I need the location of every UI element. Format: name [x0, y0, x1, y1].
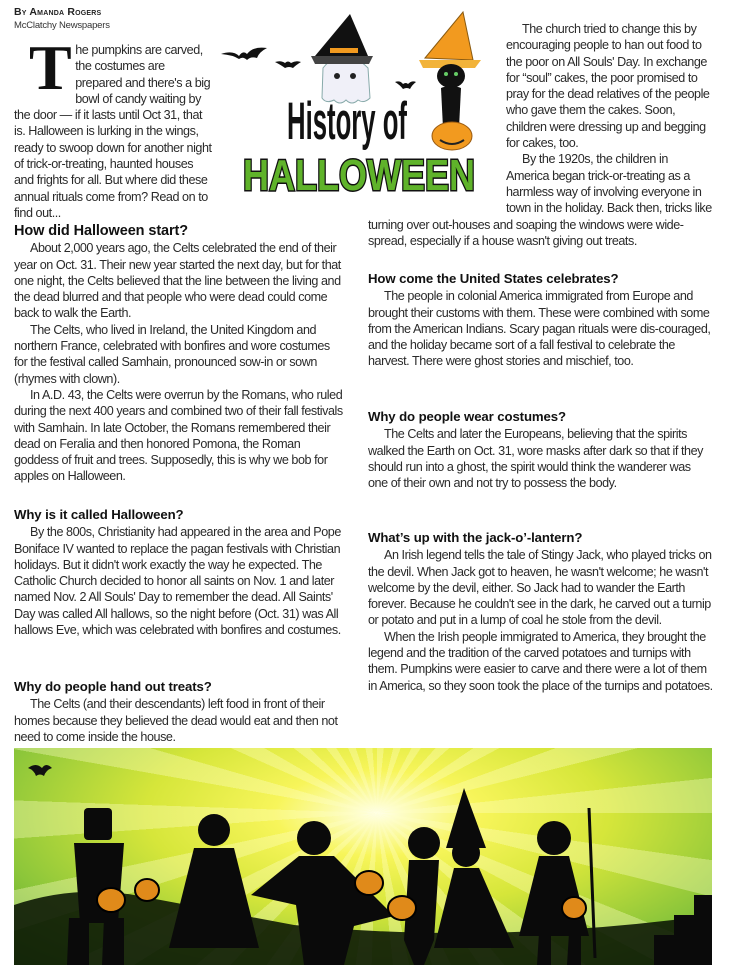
paragraph: The people in colonial America immigrated from Europe and brought their customs with them. These were combined with some from the American Indians. Scary pagan rituals were dis-couraged, and the holiday became sort of a fall festival to celebrate the harvest. There were ghost stories and mischief, too. — [368, 289, 711, 369]
paragraph: When the Irish people immigrated to America, they brought the legend and the tradition of the carved potatoes and turnips with them. Pumpkins were easier to carve and there were a lot of them in America, so they soon took the place of the turnips and potatoes. — [368, 629, 713, 693]
section-jack — [368, 530, 713, 694]
paragraph: The Celts and later the Europeans, believing that the spirits walked the Earth on Oct. 31, wore masks after dark so that if they should run into a ghost, the spirit would think the wanderer was one of their own and not try to possess the body. — [368, 427, 703, 491]
paragraph: The Celts (and their descendants) left food in front of their homes because they believed the dead would eat and then not need to come inside the house. — [14, 697, 338, 744]
trick-or-treaters-illustration — [14, 748, 712, 965]
section-start — [14, 223, 344, 485]
section-treats — [14, 679, 344, 745]
paragraph: About 2,000 years ago, the Celts celebrated the end of their year on Oct. 31. Their new year started the next day, but for that one night, the Celts believed that the line between the living and the dead blurred and that people who were dead could come back to walk the Earth. — [14, 241, 341, 321]
bat-icon — [28, 765, 52, 776]
ghost-icon — [311, 14, 373, 103]
section-costumes — [368, 409, 713, 491]
section-heading: Why do people hand out treats? — [14, 679, 212, 694]
paragraph: By the 1920s, the children in America began trick-or-treating as a harmless way of involving everyone in town in the holiday. Back then, tricks like turning over out-houses and soaping the windows were wide-spread, especially if a house wasn't giving out treats. — [368, 152, 712, 248]
section-called — [14, 507, 344, 638]
section-heading: How come the United States celebrates? — [368, 271, 619, 286]
drop-cap: T — [29, 32, 72, 103]
paragraph: The Celts, who lived in Ireland, the United Kingdom and northern France, celebrated with bonfires and wore costumes for the festival called Samhain, pronounced sow-in or sown (rhymes with clown). — [14, 322, 330, 386]
section-heading: What’s up with the jack-o’-lantern? — [368, 530, 583, 545]
right-top-article — [368, 21, 713, 249]
section-heading: Why do people wear costumes? — [368, 409, 566, 424]
paragraph: In A.D. 43, the Celts were overrun by the Romans, who ruled during the next 400 years and combined two of their fall festivals with Samhain. In late October, the Romans remembered their dead on Feralia and then honored Pomona, the Roman goddess of fruit and trees. Supposedly, this is why we bob for apples on Halloween. — [14, 387, 343, 484]
intro — [14, 32, 214, 221]
section-heading: How did Halloween start? — [14, 223, 189, 239]
paragraph: By the 800s, Christianity had appeared in the area and Pope Boniface IV wanted to replace the pagan festivals with Christian holidays. But it didn't work exactly the way he expected. The Catholic Church decided to honor all saints on Nov. 1 and later named Nov. 2 All Souls' Day to remember the dead. All Saints' Day was called All hallows, so the night before (Oct. 31) was All hallows Eve, which was celebrated with bonfires and costumes. — [14, 525, 341, 638]
paragraph: An Irish legend tells the tale of Stingy Jack, who played tricks on the devil. When Jack got to heaven, he wasn't welcome; he wasn't welcome by the devil, either. So Jack had to wander the Earth forever. Because he couldn't see in the dark, he carved out a turnip or potato and put in a lump of coal he stole from the devil. — [368, 548, 712, 628]
intro-text: he pumpkins are carved, the costumes are prepared and there's a big bowl of candy waiting by the door — if it lasts until Oct 31, that is. Halloween is lurking in the wings, ready to swoop down for another night of trick-or-treating, haunted houses and frights for all. But where did these annual rituals come from? Read on to find out... — [14, 43, 212, 220]
section-heading: Why is it called Halloween? — [14, 507, 184, 522]
section-us — [368, 271, 713, 370]
paragraph: The church tried to change this by encouraging people to han out food to the poor on All Souls' Day. In exchange for “soul” cakes, the poor promised to pray for the dead relatives of the people who gave them the cakes. Soon, children were dressing up and begging for cakes, too. — [506, 22, 710, 151]
source: McClatchy Newspapers — [14, 20, 110, 31]
title-line2: HALLOWEEN — [243, 151, 475, 200]
byline: By Amanda Rogers — [14, 6, 102, 18]
title-line1: History of — [287, 91, 408, 151]
